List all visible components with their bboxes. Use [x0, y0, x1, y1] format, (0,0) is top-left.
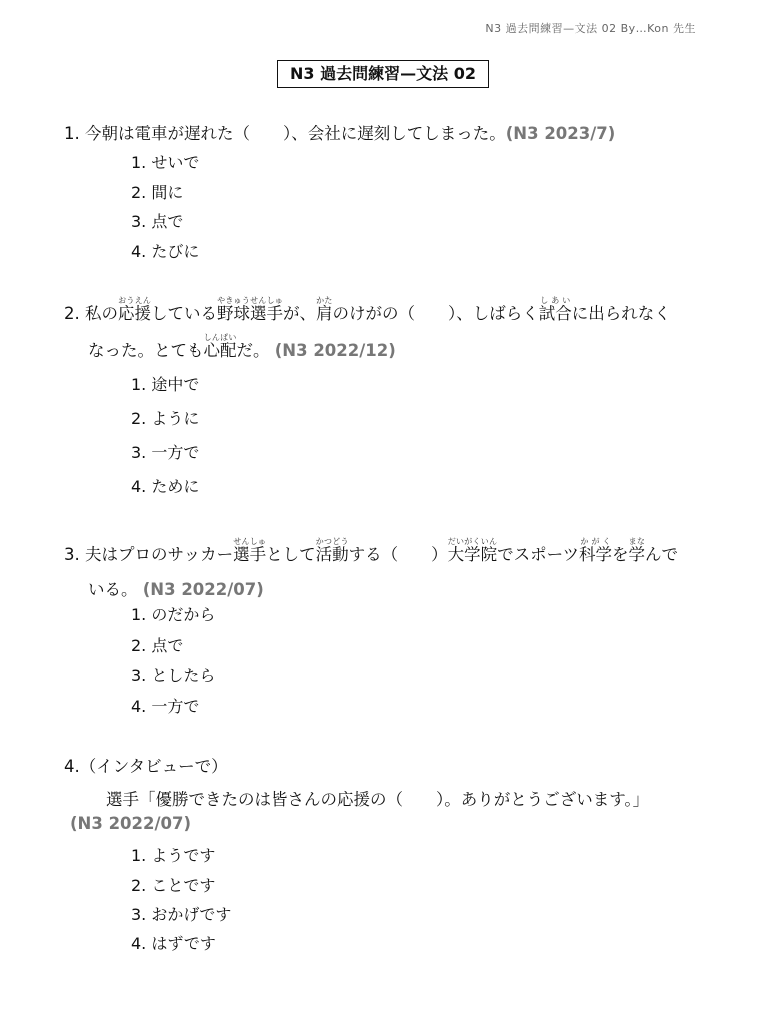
- question-2-option-4: 4. ために: [131, 477, 200, 496]
- ruby-word: 活動かつどう: [315, 537, 349, 564]
- question-4-option-1: 1. ようです: [131, 846, 216, 865]
- ruby-word: 野球選手やきゅうせんしゅ: [217, 296, 283, 323]
- stem-text: として: [266, 545, 316, 564]
- question-1-option-3: 3. 点で: [131, 212, 184, 231]
- ruby-word: 学まな: [628, 537, 646, 564]
- question-4-option-3: 3. おかげです: [131, 905, 232, 924]
- stem-text: でスポーツ: [497, 545, 580, 564]
- ruby-word: 大学院だいがくいん: [447, 537, 498, 564]
- question-source: (N3 2022/07): [142, 580, 264, 599]
- ruby-word: 選手せんしゅ: [233, 537, 267, 564]
- question-source: (N3 2022/12): [274, 341, 396, 360]
- ruby-word: 科学かがく: [579, 537, 613, 564]
- ruby-word: 心配しんぱい: [203, 333, 237, 360]
- question-3-stem-line-2: [88, 576, 264, 600]
- ruby-word: 肩かた: [316, 296, 333, 323]
- question-1-option-1: 1. せいで: [131, 153, 200, 172]
- question-2-stem-line-2: [88, 333, 396, 361]
- stem-text: 3. 夫はプロのサッカー: [64, 545, 234, 564]
- question-stem-text: 1. 今朝は電車が遅れた（ ）、会社に遅刻してしまった。: [64, 124, 506, 143]
- stem-text: 2. 私の: [64, 304, 118, 323]
- question-2-option-1: 1. 途中で: [131, 375, 200, 394]
- stem-text: している: [151, 304, 217, 323]
- question-4-stem: 4.（インタビューで）: [64, 757, 228, 776]
- question-4-option-4: 4. はずです: [131, 934, 216, 953]
- stem-text: が、: [283, 304, 316, 323]
- question-source: (N3 2022/07): [70, 814, 192, 833]
- stem-text: んで: [645, 545, 679, 564]
- question-4-stem-dialogue: 選手「優勝できたのは皆さんの応援の（ ）。ありがとうございます。」: [106, 790, 650, 809]
- page-title: N3 過去問練習—文法 02: [277, 60, 489, 88]
- question-2-option-2: 2. ように: [131, 409, 200, 428]
- stem-text: を: [612, 545, 629, 564]
- question-1-stem: [64, 120, 615, 144]
- question-2-stem-line-1: [64, 296, 671, 324]
- page-header-note: N3 過去問練習—文法 02 By…Kon 先生: [485, 22, 696, 35]
- stem-text: のけがの（ ）、しばらく: [332, 304, 539, 323]
- ruby-word: 試合しあい: [538, 296, 572, 323]
- stem-text: なった。とても: [88, 341, 204, 360]
- question-3-option-4: 4. 一方で: [131, 697, 200, 716]
- question-source: (N3 2023/7): [505, 124, 616, 143]
- stem-text: だ。: [236, 341, 270, 360]
- ruby-word: 応援おうえん: [118, 296, 151, 323]
- stem-text: いる。: [88, 580, 138, 599]
- question-1-option-4: 4. たびに: [131, 242, 200, 261]
- stem-text: に出られなく: [571, 304, 671, 323]
- question-3-option-3: 3. としたら: [131, 666, 216, 685]
- question-3-option-1: 1. のだから: [131, 605, 216, 624]
- question-3-option-2: 2. 点で: [131, 636, 184, 655]
- question-2-option-3: 3. 一方で: [131, 443, 200, 462]
- question-1-option-2: 2. 間に: [131, 183, 184, 202]
- stem-text: する（ ）: [348, 545, 448, 564]
- question-4-option-2: 2. ことです: [131, 876, 216, 895]
- question-3-stem-line-1: [64, 537, 678, 565]
